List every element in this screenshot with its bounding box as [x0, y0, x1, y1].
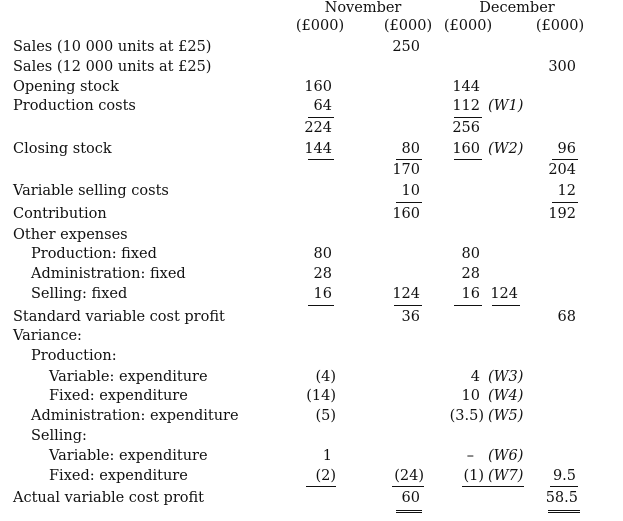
selling-fixed-dec: 16 [461, 286, 480, 302]
production-dec-note: (W1) [488, 98, 524, 114]
rule-var-selling-nov [396, 202, 422, 203]
closing-nov-total: 80 [401, 141, 420, 157]
opening-dec: 144 [452, 79, 480, 95]
row-label-other-expenses: Other expenses [13, 227, 128, 243]
row-label-administration-expenditure: Administration: expenditure [31, 408, 239, 424]
sales-dec-value: 300 [548, 59, 576, 75]
after-closing-dec: 204 [548, 162, 576, 178]
unit-dec-col1: (£000) [443, 18, 493, 34]
row-label-sales-dec: Sales (12 000 units at £25) [13, 59, 212, 75]
sell-fixed-exp-nov-total: (24) [394, 468, 424, 484]
var-exp-dec: 4 [470, 369, 480, 385]
fixed-exp-dec: 10 [461, 388, 480, 404]
rule-var-selling-dec [552, 202, 578, 203]
actual-profit-nov: 60 [401, 490, 420, 506]
row-label-selling-variable-expenditure: Variable: expenditure [49, 448, 208, 464]
actual-profit-dec: 58.5 [545, 490, 578, 506]
production-nov: 64 [313, 98, 332, 114]
row-label-sales-nov: Sales (10 000 units at £25) [13, 39, 212, 55]
sell-fixed-exp-dec-note: (W7) [488, 468, 524, 484]
row-label-fixed-expenditure: Fixed: expenditure [49, 388, 188, 404]
sell-fixed-exp-dec-total: 9.5 [552, 468, 576, 484]
closing-dec: 160 [452, 141, 480, 157]
prod-fixed-nov: 80 [313, 246, 332, 262]
after-closing-nov: 170 [392, 162, 420, 178]
admin-exp-dec: (3.5) [449, 408, 484, 424]
unit-nov-col2: (£000) [383, 18, 433, 34]
production-dec: 112 [452, 98, 480, 114]
rule-selling-fixed-dec-total [492, 305, 520, 306]
admin-exp-dec-note: (W5) [488, 408, 524, 424]
row-label-selling-header: Selling: [31, 428, 87, 444]
subtotal-dec: 256 [452, 120, 480, 136]
contribution-nov: 160 [392, 206, 420, 222]
var-exp-dec-note: (W3) [488, 369, 524, 385]
header-november: November [324, 0, 402, 16]
subtotal-nov: 224 [304, 120, 332, 136]
var-selling-dec: 12 [557, 183, 576, 199]
row-label-selling-fixed: Selling: fixed [31, 286, 128, 302]
sell-fixed-exp-dec: (1) [463, 468, 484, 484]
std-profit-dec: 68 [557, 309, 576, 325]
opening-nov: 160 [304, 79, 332, 95]
selling-fixed-nov: 16 [313, 286, 332, 302]
rule-closing-nov [308, 159, 334, 160]
selling-fixed-dec-total: 124 [490, 286, 518, 302]
row-label-variable-selling-costs: Variable selling costs [13, 183, 169, 199]
contribution-dec: 192 [548, 206, 576, 222]
rule-selling-fixed-nov [308, 305, 334, 306]
row-label-actual-profit: Actual variable cost profit [13, 490, 204, 506]
fixed-exp-dec-note: (W4) [488, 388, 524, 404]
admin-fixed-nov: 28 [313, 266, 332, 282]
sell-var-exp-nov: 1 [322, 448, 332, 464]
rule-closing-dec [454, 159, 482, 160]
sell-var-exp-dec: – [466, 448, 474, 464]
row-label-production-fixed: Production: fixed [31, 246, 157, 262]
header-december: December [479, 0, 555, 16]
unit-nov-col1: (£000) [295, 18, 345, 34]
var-selling-nov: 10 [401, 183, 420, 199]
admin-exp-nov: (5) [315, 408, 336, 424]
rule-selling-fixed-dec [454, 305, 482, 306]
sales-nov-value: 250 [392, 39, 420, 55]
rule-sell-fixed-dec [462, 486, 524, 487]
rule-sell-fixed-dec-total [550, 486, 578, 487]
rule-production-dec [454, 117, 482, 118]
var-exp-nov: (4) [315, 369, 336, 385]
fixed-exp-nov: (14) [306, 388, 336, 404]
unit-dec-col2: (£000) [535, 18, 585, 34]
row-label-production-header: Production: [31, 348, 117, 364]
rule-actual-profit-nov [396, 510, 422, 513]
closing-nov: 144 [304, 141, 332, 157]
std-profit-nov: 36 [401, 309, 420, 325]
closing-dec-note: (W2) [488, 141, 524, 157]
row-label-selling-fixed-expenditure: Fixed: expenditure [49, 468, 188, 484]
row-label-variance: Variance: [13, 328, 82, 344]
selling-fixed-nov-total: 124 [392, 286, 420, 302]
rule-sell-fixed-nov [306, 486, 336, 487]
rule-closing-dec-total [552, 159, 578, 160]
admin-fixed-dec: 28 [461, 266, 480, 282]
prod-fixed-dec: 80 [461, 246, 480, 262]
rule-sell-fixed-nov-total [392, 486, 424, 487]
row-label-opening-stock: Opening stock [13, 79, 119, 95]
rule-selling-fixed-nov-total [394, 305, 422, 306]
row-label-standard-profit: Standard variable cost profit [13, 309, 225, 325]
sell-var-exp-dec-note: (W6) [488, 448, 524, 464]
row-label-variable-expenditure: Variable: expenditure [49, 369, 208, 385]
rule-production-nov [308, 117, 334, 118]
row-label-contribution: Contribution [13, 206, 107, 222]
row-label-administration-fixed: Administration: fixed [31, 266, 186, 282]
row-label-closing-stock: Closing stock [13, 141, 112, 157]
rule-actual-profit-dec [548, 510, 580, 513]
rule-closing-nov-total [396, 159, 422, 160]
row-label-production-costs: Production costs [13, 98, 136, 114]
sell-fixed-exp-nov: (2) [315, 468, 336, 484]
closing-dec-total: 96 [557, 141, 576, 157]
